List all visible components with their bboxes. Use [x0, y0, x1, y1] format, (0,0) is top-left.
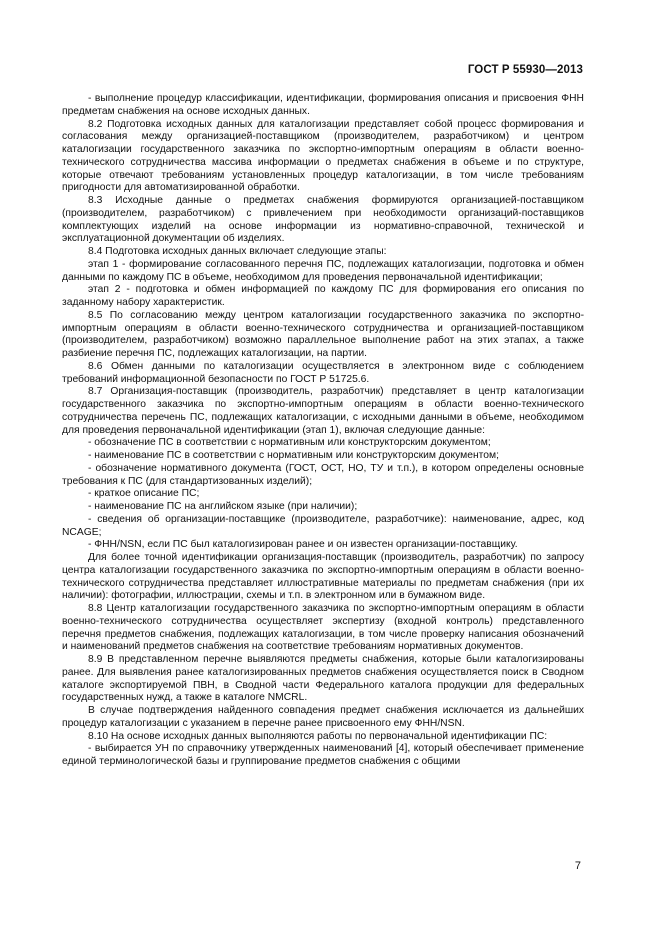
- paragraph: 8.7 Организация-поставщик (производитель, разработчик) представляет в центр каталогизации государственного заказчика по экспортно-импортным операциям в области военно-технического сотрудничества перечень ПС, подлежащих каталогизации, с исходными данными в объеме, необходимом для проведения первоначальной идентификации (этап 1), включая следующие данные:: [62, 386, 584, 436]
- list-item: - обозначение ПС в соответствии с нормативным или конструкторским документом;: [88, 437, 491, 449]
- list-item: - сведения об организации-поставщике (производителе, разработчике): наименование, адрес, код NCAGE;: [62, 513, 584, 538]
- document-standard-id: ГОСТ Р 55930—2013: [467, 64, 583, 76]
- paragraph: этап 2 - подготовка и обмен информацией по каждому ПС для формирования его описания по заданному набору характеристик.: [62, 284, 584, 308]
- paragraph: 8.9 В представленном перечне выявляются предметы снабжения, которые были каталогизированы ранее. Для выявления ранее каталогизированных предметов снабжения осуществляется поиск в Сводном каталоге экспортируемой ПВН, в Сводной части Федерального каталога продукции для федеральных государственных нужд, а также в каталоге NMCRL.: [62, 654, 584, 704]
- document-body: [62, 93, 584, 769]
- list-item: - краткое описание ПС;: [88, 488, 200, 500]
- list-item: - наименование ПС в соответствии с нормативным или конструкторским документом;: [88, 450, 499, 461]
- paragraph: В случае подтверждения найденного совпадения предмет снабжения исключается из дальнейших процедур каталогизации с указанием в перечне ранее присвоенного ему ФНН/NSN.: [62, 705, 584, 729]
- list-item: - наименование ПС на английском языке (при наличии);: [88, 501, 358, 512]
- paragraph: Для более точной идентификации организация-поставщик (производитель, разработчик) по запросу центра каталогизации государственного заказчика по экспортно-импортным операциям в области военно-технического сотрудничества представляет иллюстративные материалы по предметам снабжения (при их наличии): фотографии, иллюстрации, схемы и т.п. в электронном или в бумажном виде.: [62, 552, 584, 602]
- paragraph: 8.2 Подготовка исходных данных для каталогизации представляет собой процесс формирования и согласования между организацией-поставщиком (производителем, разработчиком) и центром каталогизации государственного заказчика по экспортно-импортным операциям в области военно-технического сотрудничества массива информации о предметах снабжения в объеме и по структуре, которые отвечают требованиям установленных процедур каталогизации, в том числе требованиям пригодности для автоматизированной обработки.: [62, 118, 584, 194]
- paragraph: 8.8 Центр каталогизации государственного заказчика по экспортно-импортным операциям в области военно-технического сотрудничества осуществляет экспертизу (входной контроль) представленного перечня предметов снабжения, подлежащих каталогизации, в том числе проверку написания обозначений и наименований предметов снабжения на соответствие требованиям нормативных документов.: [62, 603, 584, 653]
- list-item: - ФНН/NSN, если ПС был каталогизирован ранее и он известен организации-поставщику.: [88, 539, 518, 551]
- page-number: 7: [574, 860, 581, 872]
- paragraph: 8.10 На основе исходных данных выполняются работы по первоначальной идентификации ПС:: [88, 730, 548, 742]
- list-item: - обозначение нормативного документа (ГОСТ, ОСТ, НО, ТУ и т.п.), в котором определены основные требования к ПС (для стандартизованных изделий);: [62, 462, 584, 487]
- list-item: - выбирается УН по справочнику утвержденных наименований [4], который обеспечивает применение единой терминологической базы и группирование предметов снабжения с общими: [62, 743, 584, 767]
- paragraph: 8.5 По согласованию между центром каталогизации государственного заказчика по экспортно-импортным операциям в области военно-технического сотрудничества и организацией-поставщиком (производителем, разработчиком) возможно параллельное выполнение работ на этих этапах, а также разбиение перечня ПС, подлежащих каталогизации, на партии.: [62, 309, 584, 359]
- paragraph: - выполнение процедур классификации, идентификации, формирования описания и присвоения ФНН предметам снабжения на основе исходных данных.: [62, 93, 584, 117]
- paragraph: этап 1 - формирование согласованного перечня ПС, подлежащих каталогизации, подготовка и обмен данными по каждому ПС в объеме, необходимом для проведения первоначальной идентификации;: [62, 258, 584, 283]
- paragraph: 8.3 Исходные данные о предметах снабжения формируются организацией-поставщиком (производителем, разработчиком) с привлечением при необходимости организаций-поставщиков комплектующих изделий на основе информации из нормативно-справочной, технической и эксплуатационной документации об изделиях.: [62, 195, 584, 245]
- paragraph: 8.6 Обмен данными по каталогизации осуществляется в электронном виде с соблюдением требований информационной безопасности по ГОСТ Р 51725.6.: [62, 360, 584, 385]
- paragraph: 8.4 Подготовка исходных данных включает следующие этапы:: [88, 246, 387, 257]
